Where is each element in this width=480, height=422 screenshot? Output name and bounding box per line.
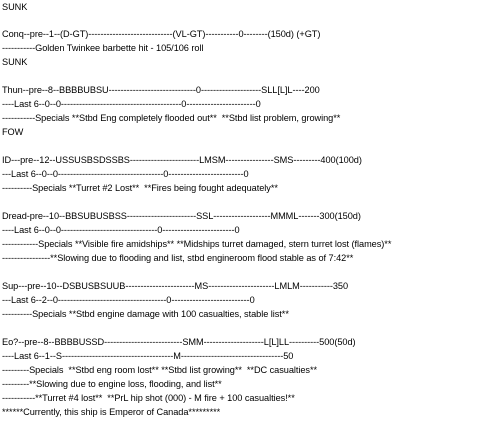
text-line: Dread-pre--10--BBSUBUSBSS-----------------------SSL-------------------MMML-------300(150d) [2,211,361,221]
text-line: ------------Specials **Visible fire amidships** **Midships turret damaged, stern turret lost (flames)** [2,239,392,249]
text-line: SUNK [2,2,28,12]
text-line: ---Last 6--2--0------------------------------------0--------------------------0 [2,295,255,305]
text-line: ******Currently, this ship is Emperor of Canada********* [2,407,221,417]
text-line: FOW [2,127,24,137]
text-line: ----------------**Slowing due to flooding and list, stbd engineroom flood stable as of 7:42** [2,253,354,263]
text-line: -----------Specials **Stbd Eng completely flooded out** **Stbd list problem, growing** [2,113,341,123]
text-line: ----------Specials **Turret #2 Lost** **Fires being fought adequately** [2,183,278,193]
text-line: ----Last 6--0--0----------------------------------------0-----------------------0 [2,99,261,109]
text-line: Sup---pre--10--DSBUSBSUUB-----------------------MS----------------------LMLM-----------350 [2,281,349,291]
text-line: ID---pre--12--USSUSBSDSSBS-----------------------LMSM----------------SMS---------400(100d) [2,155,362,165]
text-line: ----------Specials **Stbd engine damage with 100 casualties, stable list** [2,309,289,319]
text-line: ---------Specials **Stbd eng room lost** **Stbd list growing** **DC casualties** [2,365,318,375]
text-line: Conq--pre--1--(D-GT)----------------------------(VL-GT)-----------0--------(150d) (+GT) [2,29,321,39]
text-line: -----------**Turret #4 lost** **PrL hip shot (000) - M fire + 100 casualties!** [2,393,295,403]
text-line: -----------Golden Twinkee barbette hit - 105/106 roll [2,43,204,53]
text-line: ----Last 6--0--0--------------------------------0------------------------0 [2,225,240,235]
text-line: ----Last 6--1--S-------------------------------------M----------------------------------50 [2,351,294,361]
text-line: ---------**Slowing due to engine loss, flooding, and list** [2,379,222,389]
text-line: ---Last 6--0--0-----------------------------------0-------------------------0 [2,169,249,179]
forum-post-text [2,0,480,422]
text-line: SUNK [2,57,28,67]
text-line: Eo?--pre--8--BBBBUSSD--------------------------SMM--------------------L[L]LL----------500(50d) [2,337,356,347]
text-line: Thun--pre--8--BBBBUBSU-----------------------------0--------------------SLL[L]L----200 [2,85,320,95]
